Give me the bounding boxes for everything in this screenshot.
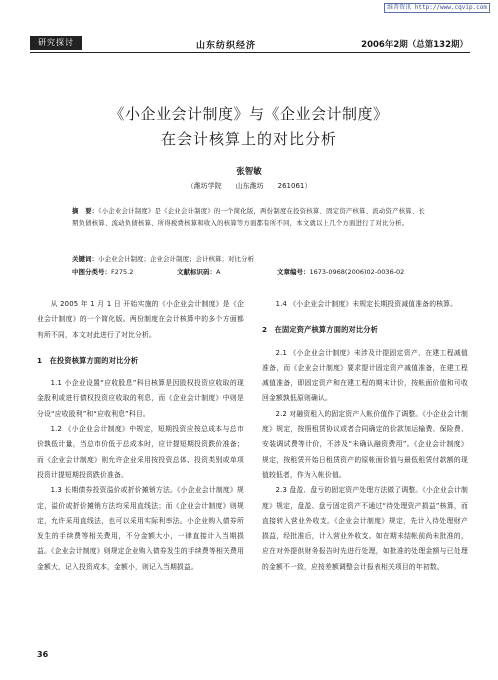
affiliation: （潍坊学院 山东潍坊 261061）	[186, 182, 312, 190]
keywords-label: 关键词：	[72, 255, 98, 263]
abstract	[72, 206, 430, 230]
right-column	[262, 297, 468, 575]
intro-paragraph: 从 2005 年 1 月 1 日 开始实施的《小企业会计制度》是《企业会计制度》的一个简化版。两份制度在会计核算中的多个方面都有所不同，本文对此进行了对比分析。	[37, 300, 244, 339]
paragraph-1-3: 1.3 长期债券投资溢价或折价摊销方法。《小企业会计制度》规定，溢价或折价摊销方法均采用直线法；而《企业会计制度》则规定，允许采用直线法，也可以采用实际利率法。小企业购入债券所发生的手续费等相关费用，不分金额大小，一律直接计入当期损益。《企业会计制度》则规定企业购入债券发生的手续费等相关费用金额大，记入投资成本，金额小，则记入当期损益。	[37, 486, 244, 571]
section-tag: 研究探讨	[30, 36, 82, 50]
section-heading-1: 1 在投资核算方面的对比分析	[37, 355, 139, 365]
keywords-text: 小企业会计制度；企业会计制度；会计核算；对比分析	[98, 255, 254, 263]
journal-name: 山东纺织经济	[196, 41, 257, 51]
paragraph-1-1: 1.1 小企业设置“应收股息”科目核算是因股权投资应收取的现金股利或进行债权投资应收取的利息，而《企业会计制度》中则是分设“应收股利”和“应收利息”科目。	[37, 379, 244, 418]
source-stamp: 维普资讯 http://www.cqvip.com	[384, 3, 490, 13]
abstract-label: 摘 要：	[72, 208, 99, 215]
section-heading-2: 2 在固定资产核算方面的对比分析	[262, 325, 379, 335]
header-rule	[30, 52, 470, 53]
left-column	[37, 297, 244, 575]
title-line-2: 在会计核算上的对比分析	[160, 130, 337, 148]
page-number: 36	[37, 650, 49, 659]
doc-code-value: A	[216, 268, 221, 276]
paragraph-2-3: 2.3 盘盈、盘亏的固定资产处理方法做了调整。《小企业会计制度》规定，盘盈、盘亏固定资产不通过“待处理资产损益”核算，而直接转入营业外收支。《企业会计制度》规定，先计入待处理财产损益，经批准后，计入营业外收支。如在期末结帐前尚未批准的，应在对外提供财务报告时先进行处理，如批准的处理金额与已处理的金额不一致，应按差额调整会计报表相关项目的年初数。	[262, 486, 468, 571]
clc-value: F275.2	[111, 268, 134, 276]
paragraph-2-1: 2.1 《小企业会计制度》未涉及计提固定资产、在建工程减值准备，而《企业会计制度》要求提计固定资产减值准备，在建工程减值准备，即固定资产和在建工程的期末计价，按帐面价值和可收回金额孰低原则确认。	[262, 348, 468, 403]
clc-label: 中图分类号：	[72, 268, 111, 276]
abstract-text: 《小企业会计制度》是《企业会计制度》的一个简化版，两份制度在投资核算、固定资产核算、流动资产核算、长期负债核算、流动负债核算、所得税费核算和收入的核算等方面都有所不同，本文就以上几个方面进行了对比分析。	[72, 208, 426, 227]
author: 张智敏	[236, 167, 262, 177]
paragraph-1-4: 1.4 《小企业会计制度》未规定长期投资减值准备的核算。	[275, 300, 458, 308]
classification-row	[72, 267, 404, 276]
keywords	[72, 254, 254, 263]
paragraph-2-2: 2.2 对融资租入的固定资产入帐价值作了调整。《小企业会计制度》规定，按照租赁协议或者合同确定的价款加运输费、保险费、安装调试费等计价，不涉及“未确认融资费用”。《企业会计制度》规定，按租赁开始日租赁资产的原帐面价值与最低租赁付款额的现值较低者，作为入帐价值。	[262, 409, 468, 479]
title-line-1: 《小企业会计制度》与《企业会计制度》	[109, 105, 389, 123]
article-no-label: 文章编号：	[277, 268, 310, 276]
paragraph-1-2: 1.2 《小企业会计制度》中规定，短期投资应按总成本与总市价孰低计量，当总市价低于总成本时，应计提短期投资跌价准备；而《企业会计制度》则允许企业采用按投资总体、投资类别或单项投资计提短期投资跌价准备。	[37, 425, 244, 479]
issue-info: 2006年2期（总第132期）	[361, 40, 468, 50]
doc-code-label: 文献标识码：	[177, 268, 216, 276]
article-no-value: 1673-0968(2006)02-0036-02	[309, 268, 405, 276]
